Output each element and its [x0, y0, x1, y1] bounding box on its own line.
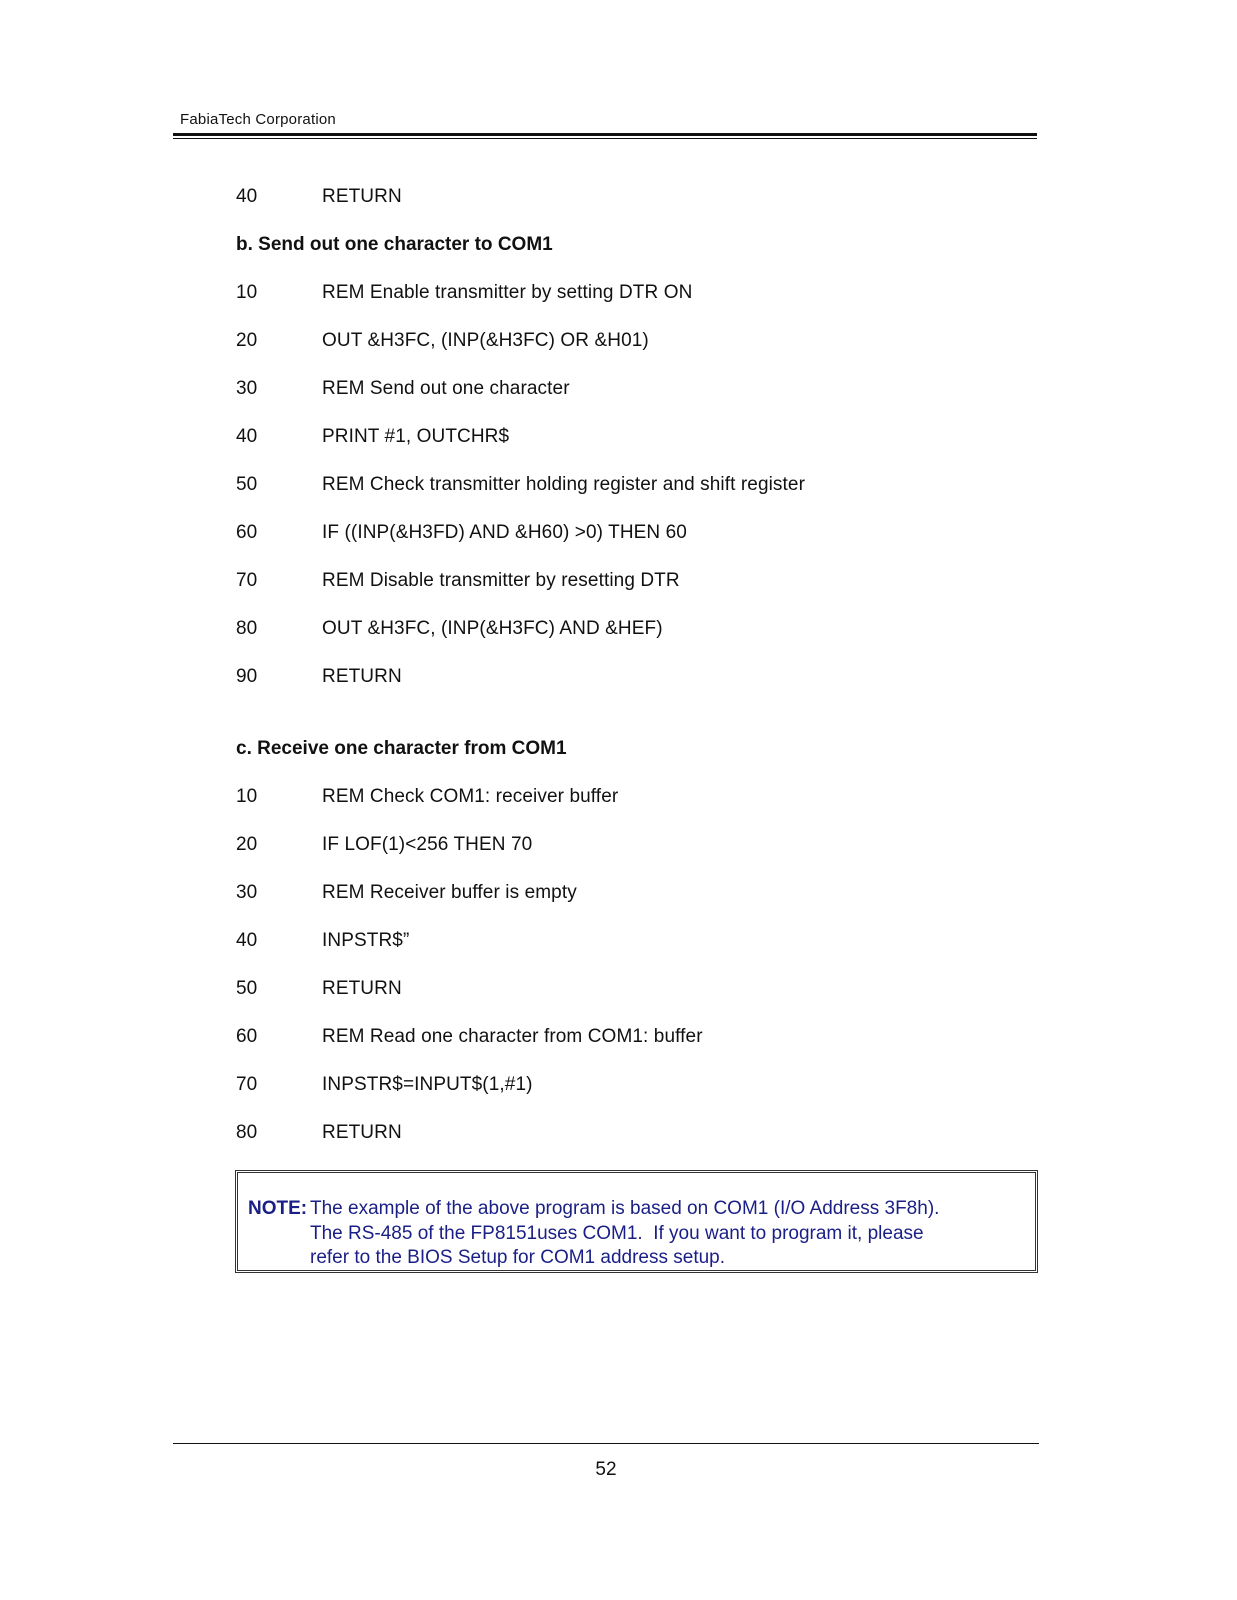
- code-text: OUT &H3FC, (INP(&H3FC) AND &HEF): [322, 618, 663, 639]
- code-line: [236, 183, 1036, 231]
- section-c-heading: c. Receive one character from COM1: [236, 738, 567, 759]
- running-header: FabiaTech Corporation: [180, 111, 336, 128]
- code-line: [236, 519, 1036, 567]
- code-text: REM Check COM1: receiver buffer: [322, 786, 619, 807]
- code-text: REM Check transmitter holding register and shift register: [322, 474, 806, 495]
- line-number: 20: [236, 330, 258, 351]
- code-line: [236, 879, 1036, 927]
- line-number: 80: [236, 618, 258, 639]
- line-number: 50: [236, 474, 258, 495]
- line-number: 70: [236, 570, 258, 591]
- code-text: RETURN: [322, 978, 402, 999]
- code-line: [236, 279, 1036, 327]
- code-text: PRINT #1, OUTCHR$: [322, 426, 510, 447]
- note-box: [235, 1170, 1038, 1273]
- code-text: REM Receiver buffer is empty: [322, 882, 577, 903]
- footer-rule: [173, 1443, 1039, 1444]
- line-number: 30: [236, 378, 258, 399]
- code-text: RETURN: [322, 1122, 402, 1143]
- code-line: [236, 471, 1036, 519]
- code-line: [236, 831, 1036, 879]
- header-rule: [173, 133, 1037, 139]
- line-number: 10: [236, 282, 258, 303]
- page-content: [236, 183, 1036, 1167]
- line-number: 80: [236, 1122, 258, 1143]
- note-line: The RS-485 of the FP8151uses COM1. If you want to program it, please: [310, 1222, 924, 1244]
- code-line: [236, 663, 1036, 711]
- code-line: [236, 615, 1036, 663]
- note-text: [310, 1197, 1028, 1271]
- code-text: REM Send out one character: [322, 378, 570, 399]
- code-text: OUT &H3FC, (INP(&H3FC) OR &H01): [322, 330, 649, 351]
- line-number: 30: [236, 882, 258, 903]
- line-number: 60: [236, 1026, 258, 1047]
- code-line: [236, 567, 1036, 615]
- note-line: refer to the BIOS Setup for COM1 address setup.: [310, 1247, 726, 1268]
- code-line: [236, 327, 1036, 375]
- code-line: [236, 927, 1036, 975]
- section-b-heading: b. Send out one character to COM1: [236, 234, 553, 255]
- page-number: 52: [595, 1459, 617, 1480]
- code-line: [236, 975, 1036, 1023]
- code-text: REM Read one character from COM1: buffer: [322, 1026, 703, 1047]
- line-number: 70: [236, 1074, 258, 1095]
- line-number: 50: [236, 978, 258, 999]
- note-line: The example of the above program is based on COM1 (I/O Address 3F8h).: [310, 1198, 940, 1219]
- code-text: INPSTR$=INPUT$(1,#1): [322, 1074, 533, 1095]
- line-number: 10: [236, 786, 258, 807]
- code-text: INPSTR$”: [322, 930, 410, 951]
- code-line: [236, 1119, 1036, 1167]
- code-text: RETURN: [322, 186, 402, 207]
- line-number: 20: [236, 834, 258, 855]
- code-text: REM Enable transmitter by setting DTR ON: [322, 282, 693, 303]
- code-text: IF ((INP(&H3FD) AND &H60) >0) THEN 60: [322, 522, 687, 543]
- code-text: IF LOF(1)<256 THEN 70: [322, 834, 533, 855]
- line-number: 40: [236, 186, 258, 207]
- code-line: [236, 375, 1036, 423]
- line-number: 40: [236, 930, 258, 951]
- code-text: REM Disable transmitter by resetting DTR: [322, 570, 680, 591]
- note-content: [248, 1197, 1028, 1271]
- line-number: 40: [236, 426, 258, 447]
- line-number: 60: [236, 522, 258, 543]
- code-text: RETURN: [322, 666, 402, 687]
- line-number: 90: [236, 666, 258, 687]
- code-line: [236, 1071, 1036, 1119]
- note-label: NOTE:: [248, 1198, 308, 1219]
- code-line: [236, 423, 1036, 471]
- code-line: [236, 783, 1036, 831]
- code-line: [236, 1023, 1036, 1071]
